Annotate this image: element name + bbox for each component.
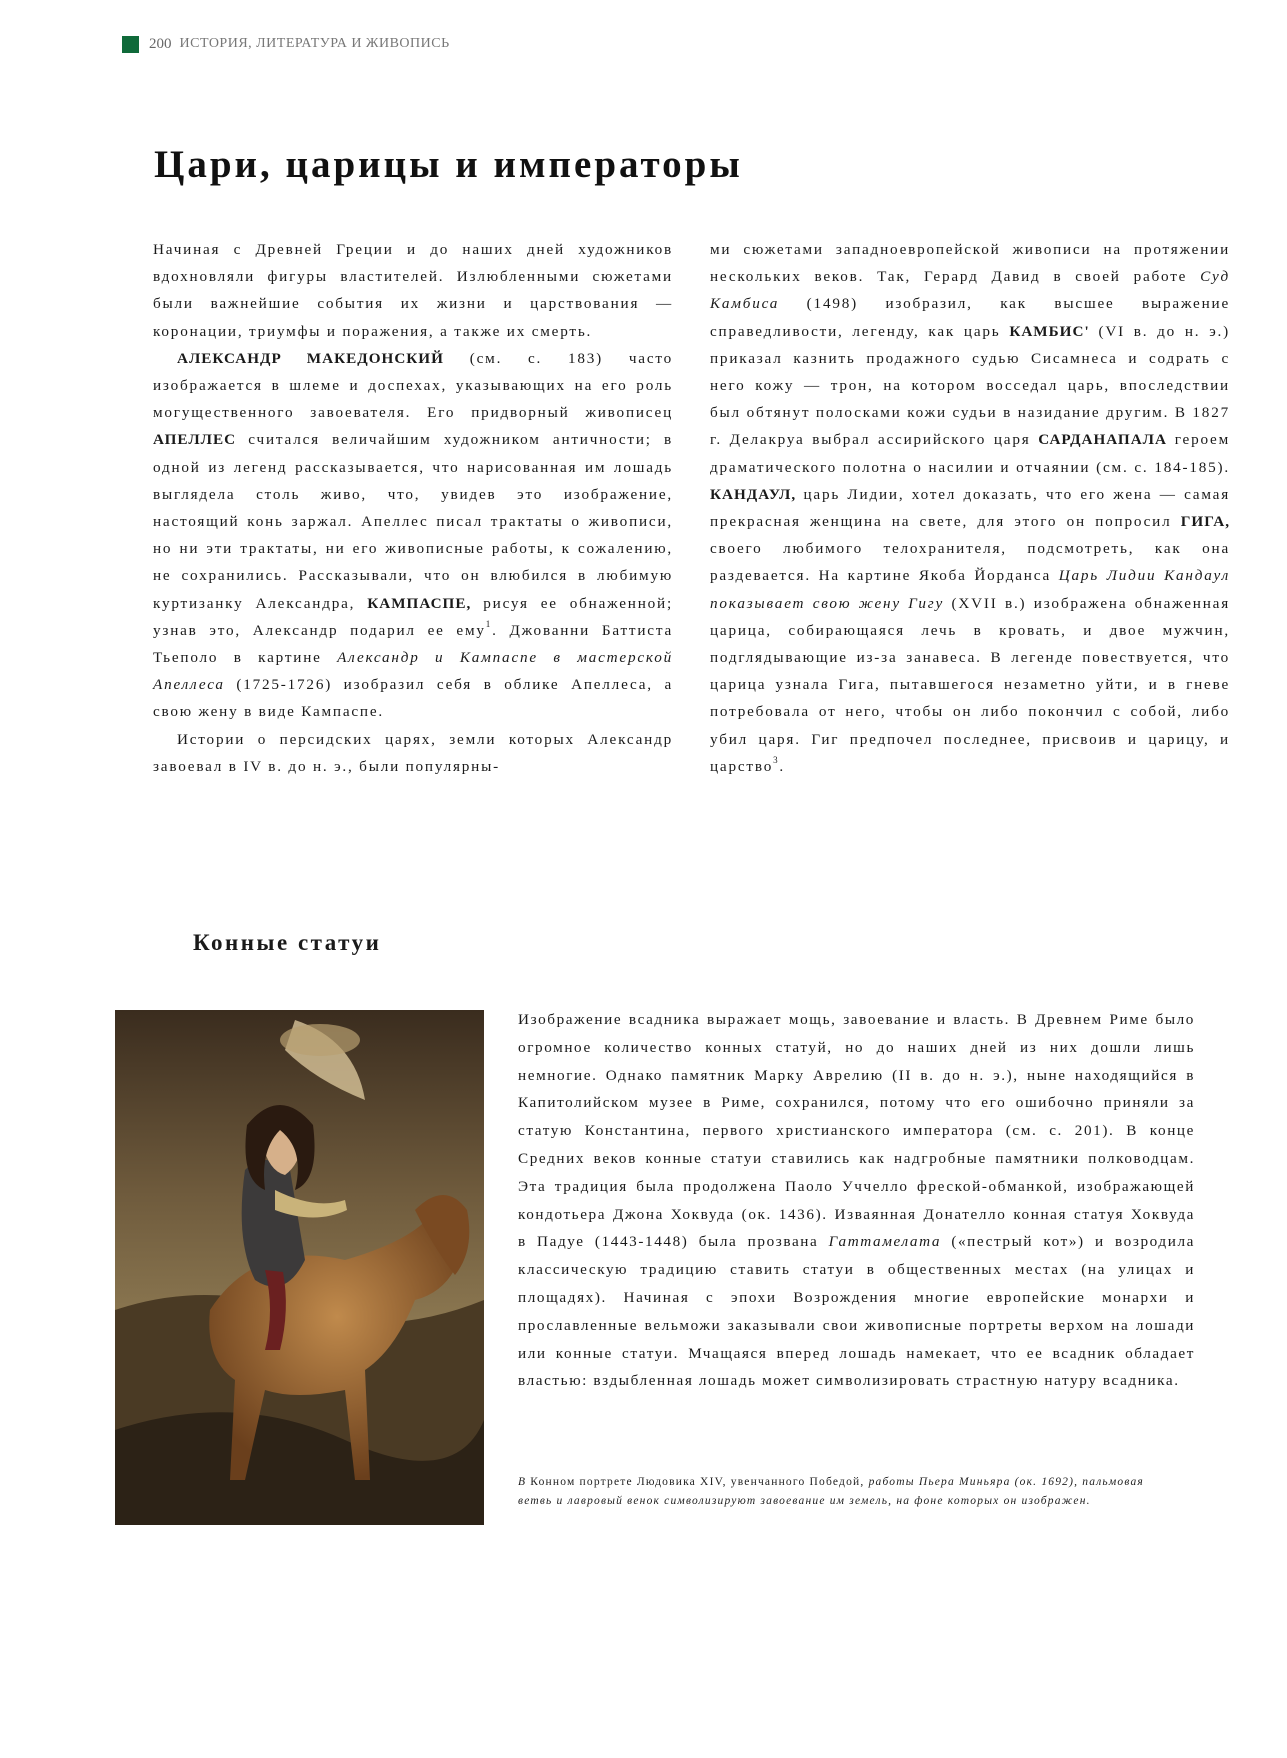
paragraph: Истории о персидских царях, земли которых Александр завоевал в IV в. до н. э., были популярны- — [153, 730, 673, 775]
name-gig: ГИГА, — [1180, 513, 1230, 531]
work-title: Гаттамелата — [828, 1233, 942, 1251]
work-title: Царь Лидии Кандаул показывает свою жену Гигу — [710, 567, 1230, 612]
paragraph: Начиная с Древней Греции и до наших дней художников вдохновляли фигуры властителей. Излюбленными сюжетами были важнейшие события их жизни и царствования — коронации, триумфы и поражения, а также их смерть. — [153, 241, 673, 340]
running-head — [122, 34, 450, 54]
right-column — [710, 236, 1230, 780]
paragraph: ми сюжетами западноевропейской живописи на протяжении нескольких веков. Так, Герард Давид в своей работе Суд Камбиса (1498) изобразил, как высшее выражение справедливости, легенду, как царь КАМБИС' (VI в. до н. э.) приказал казнить продажного судью Сисамнеса и содрать с него кожу — трон, на котором восседал царь, впоследствии был обтянут полосками кожи судьи в назидание другим. В 1827 г. Делакруа выбрал ассирийского царя САРДАНАПАЛА героем драматического полотна о насилии и отчаянии (см. с. 184-185). КАНДАУЛ, царь Лидии, хотел доказать, что его жена — самая прекрасная женщина на свете, для этого он попросил ГИГА, своего любимого телохранителя, подсмотреть, как она раздевается. На картине Якоба Йорданса Царь Лидии Кандаул показывает свою жену Гигу (XVII в.) изображена обнаженная царица, собирающаяся лечь в кровать, и двое мужчин, подглядывающие из-за занавеса. В легенде повествуется, что царица узнала Гига, пытавшегося незаметно уйти, и в гневе потребовала от него, чтобы он либо покончил с собой, либо убил царя. Гиг предпочел последнее, присвоив и царицу, и царство$^3$. — [710, 241, 1230, 775]
paragraph: АЛЕКСАНДР МАКЕДОНСКИЙ (см. с. 183) часто изображается в шлеме и доспехах, указывающих на его роль могущественного завоевателя. Его придворный живописец АПЕЛЛЕС считался величайшим художником античности; в одной из легенд рассказывается, что нарисованная им лошадь выглядела столь живо, что, увидев это изображение, настоящий конь заржал. Апеллес писал трактаты о живописи, но ни эти трактаты, ни его живописные работы, к сожалению, не сохранились. Рассказывали, что он влюбился в любимую куртизанку Александра, КАМПАСПЕ, рисуя ее обнаженной; узнав это, Александр подарил ее ему$^1$. Джованни Баттиста Тьеполо в картине Александр и Кампаспе в мастерской Апеллеса (1725-1726) изобразил себя в облике Апеллеса, а свою жену в виде Кампаспе. — [153, 349, 673, 721]
footnote-marker: 3 — [773, 754, 780, 765]
page-number: 200 — [149, 35, 172, 52]
section-title: Конные статуи — [193, 930, 382, 955]
name-kandaul: КАНДАУЛ, — [710, 485, 797, 503]
name-kampaspe: КАМПАСПЕ, — [367, 594, 472, 612]
left-column — [153, 236, 673, 780]
work-title: Александр и Кампаспе в мастерской Апеллеса — [153, 649, 673, 694]
section-marker — [122, 36, 139, 53]
name-apelles: АПЕЛЛЕС — [153, 431, 237, 449]
running-head-title: ИСТОРИЯ, ЛИТЕРАТУРА И ЖИВОПИСЬ — [179, 36, 450, 51]
painting-illustration — [115, 1010, 484, 1525]
section-paragraph: Изображение всадника выражает мощь, завоевание и власть. В Древнем Риме было огромное количество конных статуй, но до наших дней из них дошли лишь немногие. Однако памятник Марку Аврелию (II в. до н. э.), ныне находящийся в Капитолийском музее в Риме, сохранился, потому что его ошибочно приняли за статую Константина, первого христианского императора (см. с. 201). В конце Средних веков конные статуи ставились как надгробные памятники полководцам. Эта традиция была продолжена Паоло Уччелло фреской-обманкой, изображающей кондотьера Джона Хоквуда (ок. 1436). Изваянная Донателло конная статуя Хоквуда в Падуе (1443-1448) была прозвана Гаттамелата («пестрый кот») и возродила классическую традицию ставить статуи в общественных местах (на улицах и площадях). Начиная с эпохи Возрождения многие европейские монархи и прославленные вельможи заказывали свои живописные портреты верхом на лошади или конные статуи. Мчащаяся вперед лошадь намекает, что ее всадник обладает властью: вздыбленная лошадь может символизировать страстную натуру всадника. — [518, 1011, 1195, 1390]
footnote-marker: 1 — [485, 618, 493, 629]
equestrian-portrait-image — [115, 1010, 484, 1525]
name-alexander: АЛЕКСАНДР МАКЕДОНСКИЙ — [177, 349, 444, 367]
name-kambis: КАМБИС' — [1009, 322, 1090, 340]
chapter-title: Цари, царицы и императоры — [154, 143, 743, 186]
work-title: Суд Камбиса — [710, 268, 1230, 313]
image-caption: В Конном портрете Людовика XIV, увенчанного Победой, работы Пьера Миньяра (ок. 1692), пальмовая ветвь и лавровый венок символизируют завоевание им земель, на фоне которых он изображен. — [518, 1476, 1144, 1507]
name-sardanapal: САРДАНАПАЛА — [1038, 431, 1167, 449]
